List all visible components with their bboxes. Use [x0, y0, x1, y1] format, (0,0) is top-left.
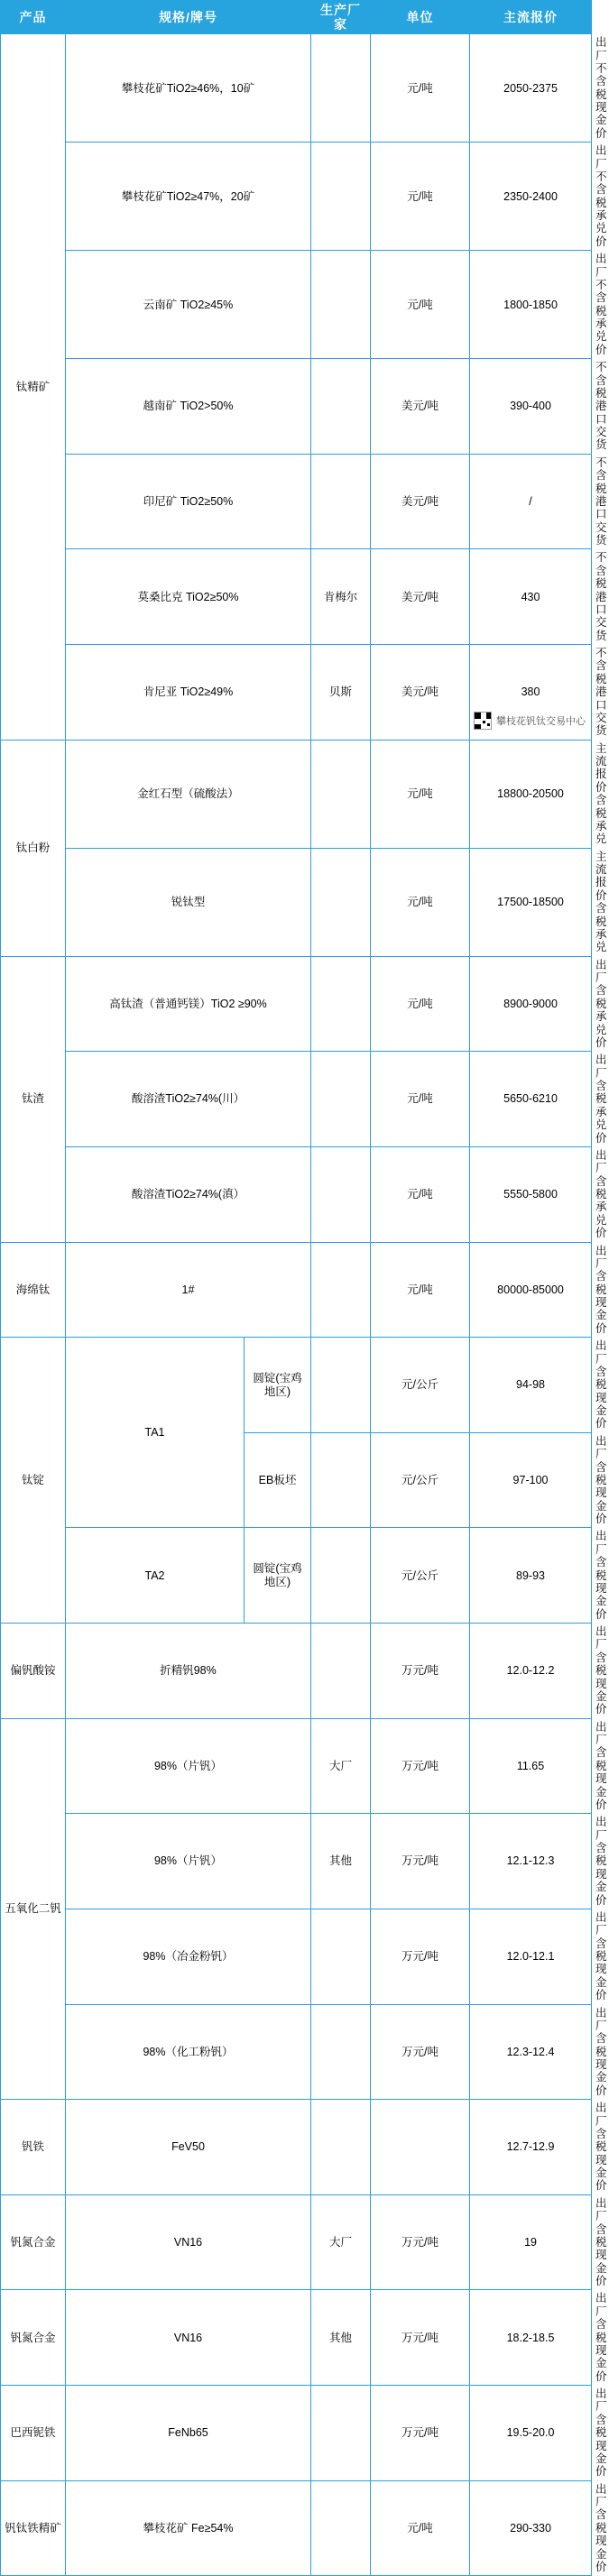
price-cell: 12.3-12.4: [470, 2004, 592, 2100]
product-category: 钒氮合金: [1, 2194, 66, 2290]
table-row: 印尼矿 TiO2≥50% 美元/吨 / 不含税港口交货: [1, 454, 592, 549]
unit-cell: 万元/吨: [371, 1909, 470, 2004]
manufacturer-cell: 贝斯: [311, 645, 371, 741]
manufacturer-cell: [311, 34, 371, 143]
unit-cell: 万元/吨: [371, 2290, 470, 2386]
product-category: 海绵钛: [1, 1242, 66, 1338]
product-category: 钛白粉: [1, 740, 66, 956]
spec-cell: 攀枝花矿TiO2≥47%，20矿: [66, 143, 311, 251]
manufacturer-cell: 大厂: [311, 2194, 371, 2290]
table-row: 巴西铌铁 FeNb65 万元/吨 19.5-20.0 出厂 含税现金价: [1, 2386, 592, 2481]
unit-cell: 万元/吨: [371, 1718, 470, 1814]
watermark-badge: [474, 712, 586, 730]
column-header-unit: 单位: [371, 1, 470, 34]
price-cell: 1800-1850: [470, 251, 592, 359]
table-row: 钛精矿 攀枝花矿TiO2≥46%，10矿 元/吨 2050-2375 出厂 不含税现金价: [1, 34, 592, 143]
manufacturer-cell: [311, 2004, 371, 2100]
price-cell: 12.0-12.2: [470, 1624, 592, 1719]
table-row: EB板坯 元/公斤 97-100 出厂 含税现金价: [1, 1432, 592, 1528]
manufacturer-cell: [311, 143, 371, 251]
spec-cell: 1#: [66, 1242, 311, 1338]
spec-cell: 98%（冶金粉钒）: [66, 1909, 311, 2004]
table-row: 肯尼亚 TiO2≥49% 贝斯 美元/吨 380 不含税港口交货: [1, 645, 592, 741]
manufacturer-cell: [311, 2480, 371, 2576]
product-category: 钛渣: [1, 956, 66, 1242]
spec-cell: FeV50: [66, 2100, 311, 2195]
spec-cell: 98%（片钒）: [66, 1814, 311, 1909]
unit-cell: 元/吨: [371, 2480, 470, 2576]
price-cell: 18.2-18.5: [470, 2290, 592, 2386]
table-row: 云南矿 TiO2≥45% 元/吨 1800-1850 出厂 不含税承兑价: [1, 251, 592, 359]
unit-cell: 元/公斤: [371, 1528, 470, 1624]
price-cell: 80000-85000: [470, 1242, 592, 1338]
price-cell: 380: [470, 645, 592, 741]
unit-cell: 万元/吨: [371, 1814, 470, 1909]
manufacturer-cell: [311, 740, 371, 848]
spec-cell: FeNb65: [66, 2386, 311, 2481]
column-header-spec: 规格/牌号: [66, 1, 311, 34]
table-row: 海绵钛 1# 元/吨 80000-85000 出厂 含税现金价: [1, 1242, 592, 1338]
manufacturer-cell: 其他: [311, 2290, 371, 2386]
unit-cell: [371, 2100, 470, 2195]
table-row: 钛渣 高钛渣（普通钙镁）TiO2 ≥90% 元/吨 8900-9000 出厂 含税承兑价: [1, 956, 592, 1052]
table-row: 钒氮合金 VN16 其他 万元/吨 18.2-18.5 出厂 含税现金价: [1, 2290, 592, 2386]
product-category: 钒铁: [1, 2100, 66, 2195]
product-category: 钛锭: [1, 1338, 66, 1624]
product-category: 钒钛铁精矿: [1, 2480, 66, 2576]
unit-cell: 万元/吨: [371, 2004, 470, 2100]
table-row: 钒钛铁精矿 攀枝花矿 Fe≥54% 元/吨 290-330 出厂 含税现金价: [1, 2480, 592, 2576]
table-row: 莫桑比克 TiO2≥50% 肯梅尔 美元/吨 430 不含税港口交货: [1, 549, 592, 645]
spec-cell: TA1: [66, 1338, 245, 1528]
spec-cell: 酸溶渣TiO2≥74%(川）: [66, 1052, 311, 1147]
unit-cell: 元/吨: [371, 956, 470, 1052]
unit-cell: 元/吨: [371, 1052, 470, 1147]
manufacturer-cell: 大厂: [311, 1718, 371, 1814]
unit-cell: 元/吨: [371, 1242, 470, 1338]
product-category: 钒氮合金: [1, 2290, 66, 2386]
unit-cell: 美元/吨: [371, 359, 470, 455]
spec-cell: 锐钛型: [66, 848, 311, 956]
product-category: 巴西铌铁: [1, 2386, 66, 2481]
price-cell: 97-100: [470, 1432, 592, 1528]
unit-cell: 元/吨: [371, 251, 470, 359]
price-cell: 2050-2375: [470, 34, 592, 143]
spec-cell: 越南矿 TiO2>50%: [66, 359, 311, 455]
manufacturer-cell: [311, 1146, 371, 1242]
manufacturer-cell: [311, 1528, 371, 1624]
price-cell: 2350-2400: [470, 143, 592, 251]
column-header-manufacturer: 生产厂家: [311, 1, 371, 34]
unit-cell: 元/吨: [371, 1146, 470, 1242]
manufacturer-cell: [311, 848, 371, 956]
spec-cell: 云南矿 TiO2≥45%: [66, 251, 311, 359]
unit-cell: 元/吨: [371, 740, 470, 848]
table-row: 锐钛型 元/吨 17500-18500 主流报价含税承兑: [1, 848, 592, 956]
table-row: 钛白粉 金红石型（硫酸法） 元/吨 18800-20500 主流报价含税承兑: [1, 740, 592, 848]
table-header-row: 产品 规格/牌号 生产厂家 单位 主流报价 备注: [1, 1, 592, 34]
price-cell: 18800-20500: [470, 740, 592, 848]
price-cell: /: [470, 454, 592, 549]
manufacturer-cell: [311, 1052, 371, 1147]
price-cell: 17500-18500: [470, 848, 592, 956]
spec-cell: 98%（化工粉钒）: [66, 2004, 311, 2100]
spec-cell: 攀枝花矿TiO2≥46%，10矿: [66, 34, 311, 143]
table-row: 五氧化二钒 98%（片钒） 大厂 万元/吨 11.65 出厂 含税现金价: [1, 1718, 592, 1814]
manufacturer-cell: [311, 956, 371, 1052]
table-row: 98%（冶金粉钒） 万元/吨 12.0-12.1 出厂 含税现金价: [1, 1909, 592, 2004]
price-cell: 8900-9000: [470, 956, 592, 1052]
price-cell: 430: [470, 549, 592, 645]
table-row: TA2 圆锭(宝鸡地区) 元/公斤 89-93 出厂 含税现金价: [1, 1528, 592, 1624]
price-cell: 12.7-12.9: [470, 2100, 592, 2195]
manufacturer-cell: [311, 1432, 371, 1528]
spec-sub-cell: 圆锭(宝鸡地区): [245, 1528, 311, 1624]
spec-cell: VN16: [66, 2194, 311, 2290]
qr-code-icon: [474, 712, 492, 730]
spec-cell: 肯尼亚 TiO2≥49%: [66, 645, 311, 741]
spec-cell: TA2: [66, 1528, 245, 1624]
product-category: 偏钒酸铵: [1, 1624, 66, 1719]
manufacturer-cell: [311, 1338, 371, 1433]
unit-cell: 元/公斤: [371, 1432, 470, 1528]
unit-cell: 美元/吨: [371, 454, 470, 549]
product-category: 五氧化二钒: [1, 1718, 66, 2100]
spec-cell: 98%（片钒）: [66, 1718, 311, 1814]
unit-cell: 元/吨: [371, 143, 470, 251]
manufacturer-cell: 其他: [311, 1814, 371, 1909]
unit-cell: 美元/吨: [371, 549, 470, 645]
column-header-price: 主流报价: [470, 1, 592, 34]
table-row: 钒氮合金 VN16 大厂 万元/吨 19 出厂 含税现金价: [1, 2194, 592, 2290]
table-row: 98%（片钒） 其他 万元/吨 12.1-12.3 出厂 含税现金价: [1, 1814, 592, 1909]
unit-cell: 万元/吨: [371, 2386, 470, 2481]
spec-cell: 高钛渣（普通钙镁）TiO2 ≥90%: [66, 956, 311, 1052]
spec-cell: 金红石型（硫酸法）: [66, 740, 311, 848]
price-cell: 12.0-12.1: [470, 1909, 592, 2004]
column-header-product: 产品: [1, 1, 66, 34]
manufacturer-cell: [311, 251, 371, 359]
price-cell: 19: [470, 2194, 592, 2290]
unit-cell: 元/公斤: [371, 1338, 470, 1433]
manufacturer-cell: [311, 2100, 371, 2195]
unit-cell: 元/吨: [371, 848, 470, 956]
spec-cell: 折精钒98%: [66, 1624, 311, 1719]
table-row: 越南矿 TiO2>50% 美元/吨 390-400 不含税港口交货: [1, 359, 592, 455]
table-row: 攀枝花矿TiO2≥47%，20矿 元/吨 2350-2400 出厂 不含税承兑价: [1, 143, 592, 251]
spec-cell: 攀枝花矿 Fe≥54%: [66, 2480, 311, 2576]
table-header: [1, 1, 609, 34]
spec-cell: 酸溶渣TiO2≥74%(滇）: [66, 1146, 311, 1242]
price-cell: 390-400: [470, 359, 592, 455]
table-body: [1, 34, 607, 2576]
unit-cell: 万元/吨: [371, 1624, 470, 1719]
spec-cell: VN16: [66, 2290, 311, 2386]
manufacturer-cell: [311, 1624, 371, 1719]
manufacturer-cell: [311, 1909, 371, 2004]
spec-cell: 莫桑比克 TiO2≥50%: [66, 549, 311, 645]
table-row: 钛锭 TA1 圆锭(宝鸡地区) 元/公斤 94-98 出厂 含税现金价: [1, 1338, 592, 1433]
price-cell: 94-98: [470, 1338, 592, 1433]
price-cell: 5650-6210: [470, 1052, 592, 1147]
table-row: 98%（化工粉钒） 万元/吨 12.3-12.4 出厂 含税现金价: [1, 2004, 592, 2100]
watermark-label: 攀枝花钒钛交易中心: [496, 716, 586, 727]
table-row: 偏钒酸铵 折精钒98% 万元/吨 12.0-12.2 出厂 含税现金价: [1, 1624, 592, 1719]
manufacturer-cell: [311, 2386, 371, 2481]
unit-cell: 美元/吨: [371, 645, 470, 741]
price-cell: 290-330: [470, 2480, 592, 2576]
spec-sub-cell: 圆锭(宝鸡地区): [245, 1338, 311, 1433]
manufacturer-cell: [311, 359, 371, 455]
price-cell: 5550-5800: [470, 1146, 592, 1242]
table-row: 酸溶渣TiO2≥74%(滇） 元/吨 5550-5800 出厂 含税承兑价: [1, 1146, 592, 1242]
price-cell: 89-93: [470, 1528, 592, 1624]
manufacturer-cell: 肯梅尔: [311, 549, 371, 645]
spec-cell: 印尼矿 TiO2≥50%: [66, 454, 311, 549]
spec-sub-cell: EB板坯: [245, 1432, 311, 1528]
manufacturer-cell: [311, 1242, 371, 1338]
table-row: 钒铁 FeV50 12.7-12.9 出厂 含税现金价: [1, 2100, 592, 2195]
price-cell: 11.65: [470, 1718, 592, 1814]
price-cell: 19.5-20.0: [470, 2386, 592, 2481]
unit-cell: 万元/吨: [371, 2194, 470, 2290]
table-row: 酸溶渣TiO2≥74%(川） 元/吨 5650-6210 出厂 含税承兑价: [1, 1052, 592, 1147]
product-category: 钛精矿: [1, 34, 66, 741]
unit-cell: 元/吨: [371, 34, 470, 143]
manufacturer-cell: [311, 454, 371, 549]
price-cell: 12.1-12.3: [470, 1814, 592, 1909]
